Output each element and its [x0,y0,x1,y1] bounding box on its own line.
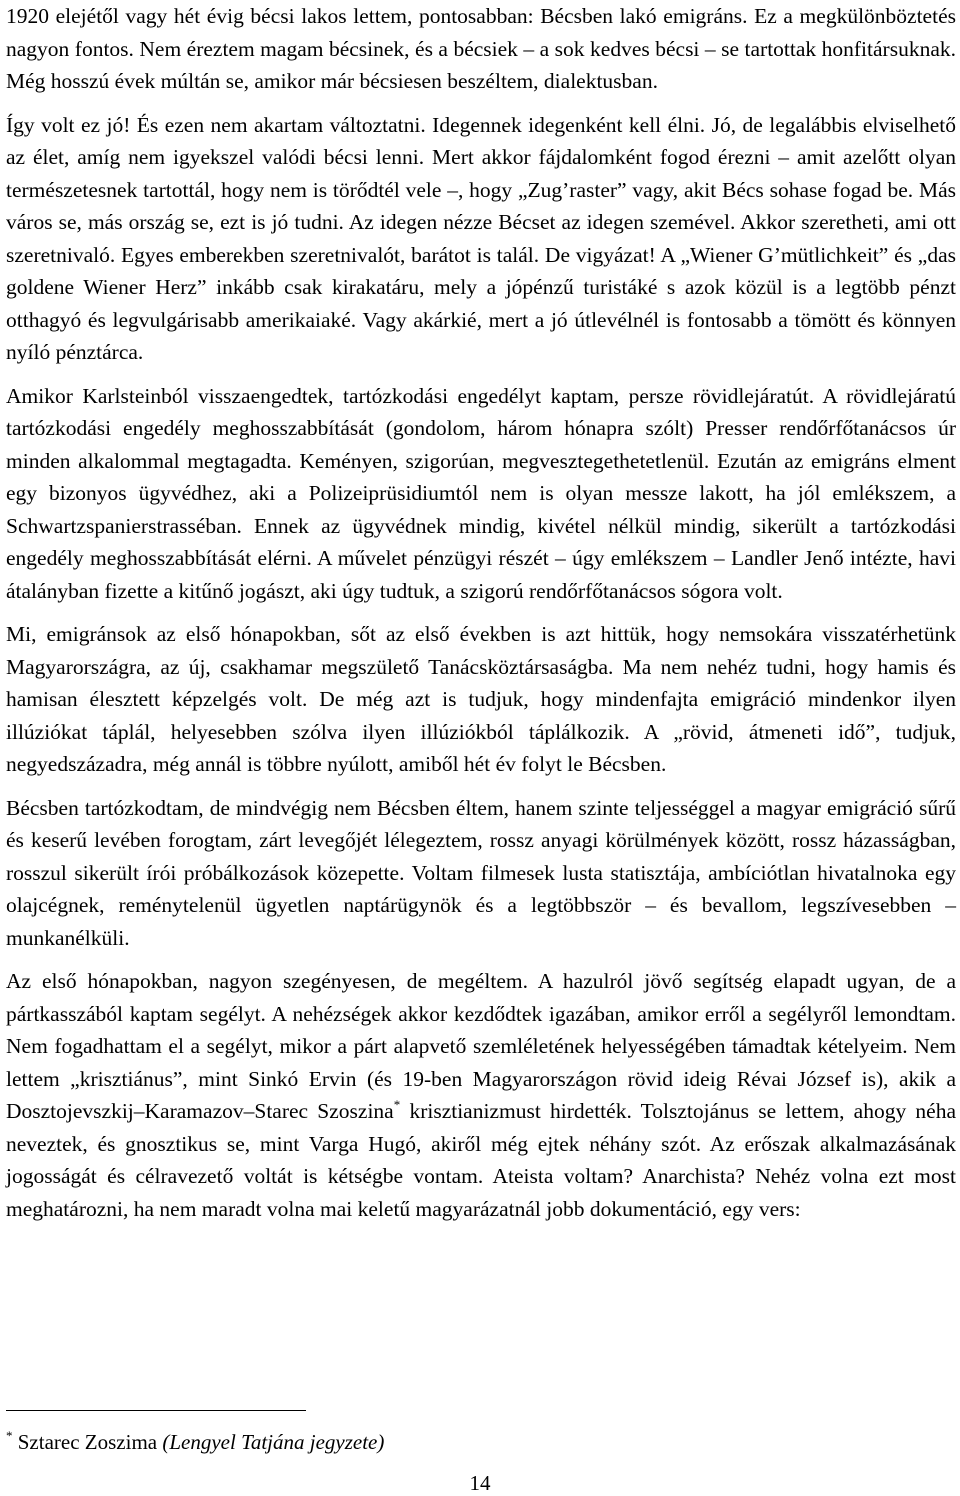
footnote-separator [6,1410,306,1411]
footnote-reference-mark: * [393,1097,401,1112]
paragraph-6-text-before-note: Az első hónapokban, nagyon szegényesen, de megéltem. A hazulról jövő segítség elapadt ugyan, de a pártkasszából kaptam segélyt. A nehézségek akkor kezdődtek igazában, amikor erről a segélyről lemondtam. Nem fogadhattam el a segélyt, mikor a párt alapvető szemléletének helyességében támadtak kételyeim. Nem lettem „krisztiánus”, mint Sinkó Ervin (és 19-ben Magyarországon rövid ideig Révai József is), akik a Dosztojevszkij–Karamazov–Starec Szoszina [6,969,956,1123]
document-page [6,0,956,1236]
footnote-text: Sztarec Zoszima [17,1430,158,1454]
paragraph-6-text-after-note: krisztianizmust hirdették. Tolsztojánus se lettem, ahogy néha neveztek, és gnosztikus se, mint Varga Hugó, akiről még ejtek néhány szót. Az erőszak alkalmazásának jogosságát és célravezető voltát is kétségbe vontam. Ateista voltam? Anarchista? Nehéz volna ezt most meghatározni, ha nem maradt volna mai keletű magyarázatnál jobb dokumentáció, egy vers: [6,1099,957,1221]
footnote-mark: * [6,1428,13,1443]
paragraph-2: Így volt ez jó! És ezen nem akartam változtatni. Idegennek idegenként kell élni. Jó, de legalábbis elviselhető az élet, amíg nem igyekszel valódi bécsi lenni. Mert akkor fájdalomként fogod érezni – amit azelőtt olyan természetesnek tartottál, hogy nem is törődtél vele –, hogy „Zug’raster” vagy, akit Bécs sohase fogad be. Más város se, más ország se, ezt is jó tudni. Az idegen nézze Bécset az idegen szemével. Akkor szeretheti, ami ott szeretnivaló. Egyes emberekben szeretnivalót, barátot is talál. De vigyázat! A „Wiener G’mütlichkeit” és „das goldene Wiener Herz” inkább csak kirakatáru, mely a jópénzű turistáké s azok közül is a legtöbb pénzt otthagyó és legvulgárisabb amerikaiaké. Vagy akárkié, mert a jó útlevélnél is fontosabb a tömött és könnyen nyíló pénztárca. [6,112,956,364]
page-number: 14 [469,1471,491,1495]
footnote-attribution: (Lengyel Tatjána jegyzete) [162,1430,385,1454]
paragraph-5: Bécsben tartózkodtam, de mindvégig nem Bécsben éltem, hanem szinte teljességgel a magyar emigráció sűrű és keserű levében forogtam, zárt levegőjét lélegeztem, rossz anyagi körülmények között, rossz házasságban, rosszul sikerült írói próbálkozások közepette. Voltam filmesek lusta statisztája, ambíciótlan hivatalnoka egy olajcégnek, reménytelenül ügyetlen naptárügynök és a legtöbbször – és bevallom, legszívesebben – munkanélküli. [6,795,956,950]
paragraph-4: Mi, emigránsok az első hónapokban, sőt az első években is azt hittük, hogy nemsokára visszatérhetünk Magyarországra, az új, csakhamar megszülető Tanácsköztársaságba. Ma nem nehéz tudni, hogy hamis és hamisan élesztett képzelgés volt. De még azt is tudjuk, hogy mindenfajta emigráció mindenkor ilyen illúziókat táplál, helyesebben szólva ilyen illúziókból táplálkozik. A „rövid, átmeneti idő”, tudjuk, negyedszázadra, még annál is többre nyúlott, amiből hét év folyt le Bécsben. [6,622,956,776]
paragraph-1: 1920 elejétől vagy hét évig bécsi lakos lettem, pontosabban: Bécsben lakó emigráns. Ez a megkülönböztetés nagyon fontos. Nem éreztem magam bécsinek, és a bécsiek – a sok kedves bécsi – se tartottak honfitársuknak. Még hosszú évek múltán se, amikor már bécsiesen beszéltem, dialektusban. [6,4,956,93]
footnote [6,1428,384,1459]
paragraph-6 [6,965,956,1225]
paragraph-3: Amikor Karlsteinból visszaengedtek, tartózkodási engedélyt kaptam, persze rövidlejáratút. A rövidlejáratú tartózkodási engedély meghosszabbítását (gondolom, három hónapra szólt) Presser rendőrfőtanácsos úr minden alkalommal megtagadta. Keményen, szigorúan, megvesztegethetetlenül. Ezután az emigráns elment egy bizonyos ügyvédhez, aki a Polizeiprüsidiumtól nem is olyan messze lakott, ha jól emlékszem, a Schwartzspanierstrasséban. Ennek az ügyvédnek mindig, kivétel nélkül mindig, sikerült a tartózkodási engedély meghosszabbítását elérni. A művelet pénzügyi részét – úgy emlékszem – Landler Jenő intézte, havi átalányban fizette a kitűnő jogászt, aki úgy tudtuk, a szigorú rendőrfőtanácsos sógora volt. [6,383,956,603]
